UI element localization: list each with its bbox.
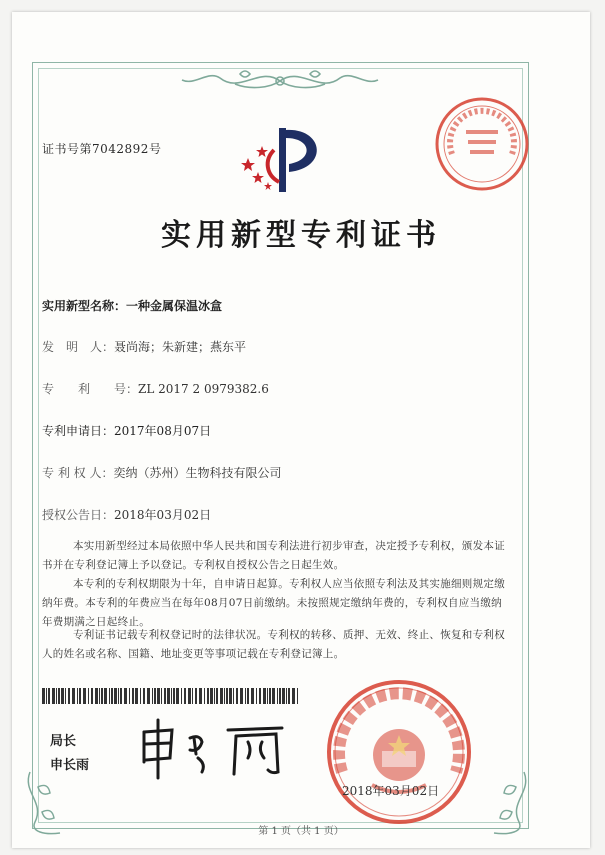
- barcode-bar: [68, 688, 70, 704]
- inventor-value: 聂尚海；朱新建；燕东平: [114, 340, 247, 354]
- barcode-bar: [247, 688, 249, 704]
- application-date-row: [42, 422, 211, 439]
- paragraph-1: 本实用新型经过本局依照中华人民共和国专利法进行初步审查，决定授予专利权，颁发本证书并在专利登记簿上予以登记。专利权自授权公告之日起生效。: [42, 540, 505, 571]
- barcode-bar: [188, 688, 191, 704]
- patent-number-label: 专 利 号：: [42, 382, 139, 396]
- barcode-bar: [207, 688, 209, 704]
- director-title: 局长: [50, 734, 77, 749]
- paragraph-3: 专利证书记载专利权登记时的法律状况。专利权的转移、质押、无效、终止、恢复和专利权人的姓名或名称、国籍、地址变更等事项记载在专利登记簿上。: [42, 629, 505, 660]
- patentee-label: 专 利 权 人：: [42, 466, 114, 480]
- page-footer: 第 1 页（共 1 页）: [258, 826, 344, 837]
- barcode-bar: [216, 688, 218, 704]
- barcode-bar: [173, 688, 175, 704]
- barcode-bar: [65, 688, 66, 704]
- barcode-bar: [192, 688, 193, 704]
- page-title: 实用新型专利证书: [161, 218, 441, 253]
- paragraph-2: 本专利的专利权期限为十年，自申请日起算。专利权人应当依照专利法及其实施细则规定缴纳年费。本专利的年费应当在每年08月07日前缴纳。未按照规定缴纳年费的，专利权自应当缴纳年费期满之日起终止。: [42, 578, 505, 628]
- grant-date-label: 授权公告日：: [42, 508, 115, 522]
- barcode-bar: [286, 688, 287, 704]
- barcode-bar: [251, 688, 254, 704]
- barcode-bar: [220, 688, 223, 704]
- barcode-bar: [129, 688, 130, 704]
- patent-number-row: [42, 380, 269, 397]
- barcode-icon: [42, 688, 302, 704]
- barcode-bar: [288, 688, 290, 704]
- barcode-bar: [233, 688, 234, 704]
- barcode-bar: [99, 688, 100, 704]
- director-signature-icon: [132, 712, 292, 782]
- barcode-bar: [195, 688, 197, 704]
- barcode-bar: [104, 688, 107, 704]
- barcode-bar: [224, 688, 225, 704]
- grant-date-row: [42, 506, 211, 523]
- barcode-bar: [256, 688, 257, 704]
- patent-office-logo-icon: [234, 120, 334, 200]
- patentee-row: [42, 464, 281, 481]
- barcode-bar: [135, 688, 138, 704]
- barcode-bar: [199, 688, 202, 704]
- barcode-bar: [282, 688, 285, 704]
- barcode-bar: [56, 688, 57, 704]
- barcode-bar: [240, 688, 243, 704]
- barcode-bar: [272, 688, 275, 704]
- barcode-bar: [210, 688, 213, 704]
- office-seal-icon: [324, 677, 474, 827]
- barcode-bar: [277, 688, 278, 704]
- barcode-bar: [77, 688, 78, 704]
- barcode-bar: [124, 688, 127, 704]
- barcode-bar: [46, 688, 47, 704]
- barcode-bar: [269, 688, 271, 704]
- barcode-bar: [167, 688, 170, 704]
- barcode-bar: [259, 688, 261, 704]
- barcode-bar: [83, 688, 86, 704]
- certificate-number: 证书号第7042892号: [42, 142, 162, 156]
- application-date-value: 2017年08月07日: [114, 424, 212, 438]
- barcode-bar: [154, 688, 156, 704]
- patent-number-value: ZL 2017 2 0979382.6: [138, 382, 269, 396]
- patent-seal-small-icon: [432, 94, 532, 194]
- certificate-page: [12, 12, 590, 848]
- barcode-bar: [58, 688, 60, 704]
- barcode-bar: [147, 688, 150, 704]
- barcode-bar: [214, 688, 215, 704]
- barcode-bar: [101, 688, 103, 704]
- barcode-bar: [176, 688, 179, 704]
- barcode-bar: [204, 688, 205, 704]
- barcode-bar: [226, 688, 228, 704]
- barcode-bar: [171, 688, 172, 704]
- barcode-bar: [152, 688, 153, 704]
- utility-model-name-row: [42, 297, 222, 314]
- barcode-bar: [48, 688, 50, 704]
- barcode-bar: [132, 688, 134, 704]
- barcode-bar: [109, 688, 110, 704]
- barcode-bar: [111, 688, 113, 704]
- utility-model-name-label: 实用新型名称：: [42, 299, 127, 313]
- utility-model-name-value: 一种金属保温冰盒: [126, 299, 223, 313]
- barcode-bar: [164, 688, 166, 704]
- barcode-bar: [95, 688, 98, 704]
- top-ornament-icon: [180, 66, 380, 96]
- inventor-label: 发 明 人：: [42, 340, 115, 354]
- barcode-bar: [143, 688, 145, 704]
- barcode-bar: [118, 688, 119, 704]
- barcode-bar: [297, 688, 298, 704]
- barcode-bar: [245, 688, 246, 704]
- barcode-bar: [161, 688, 162, 704]
- barcode-bar: [52, 688, 55, 704]
- barcode-bar: [181, 688, 182, 704]
- barcode-bar: [236, 688, 238, 704]
- application-date-label: 专利申请日：: [42, 424, 115, 438]
- director-name: 申长雨: [50, 758, 90, 773]
- barcode-bar: [263, 688, 266, 704]
- barcode-bar: [88, 688, 89, 704]
- barcode-bar: [61, 688, 64, 704]
- barcode-bar: [184, 688, 186, 704]
- barcode-bar: [229, 688, 232, 704]
- barcode-bar: [279, 688, 281, 704]
- barcode-bar: [292, 688, 295, 704]
- barcode-bar: [120, 688, 122, 704]
- inventor-row: [42, 338, 246, 355]
- barcode-bar: [42, 688, 45, 704]
- barcode-bar: [72, 688, 75, 704]
- barcode-bar: [79, 688, 81, 704]
- grant-date-value: 2018年03月02日: [114, 508, 212, 522]
- patentee-value: 奕纳（苏州）生物科技有限公司: [113, 466, 282, 480]
- barcode-bar: [157, 688, 160, 704]
- barcode-bar: [91, 688, 93, 704]
- barcode-bar: [114, 688, 117, 704]
- barcode-bar: [140, 688, 141, 704]
- seal-date: 2018年03月02日: [342, 784, 440, 798]
- barcode-bar: [267, 688, 268, 704]
